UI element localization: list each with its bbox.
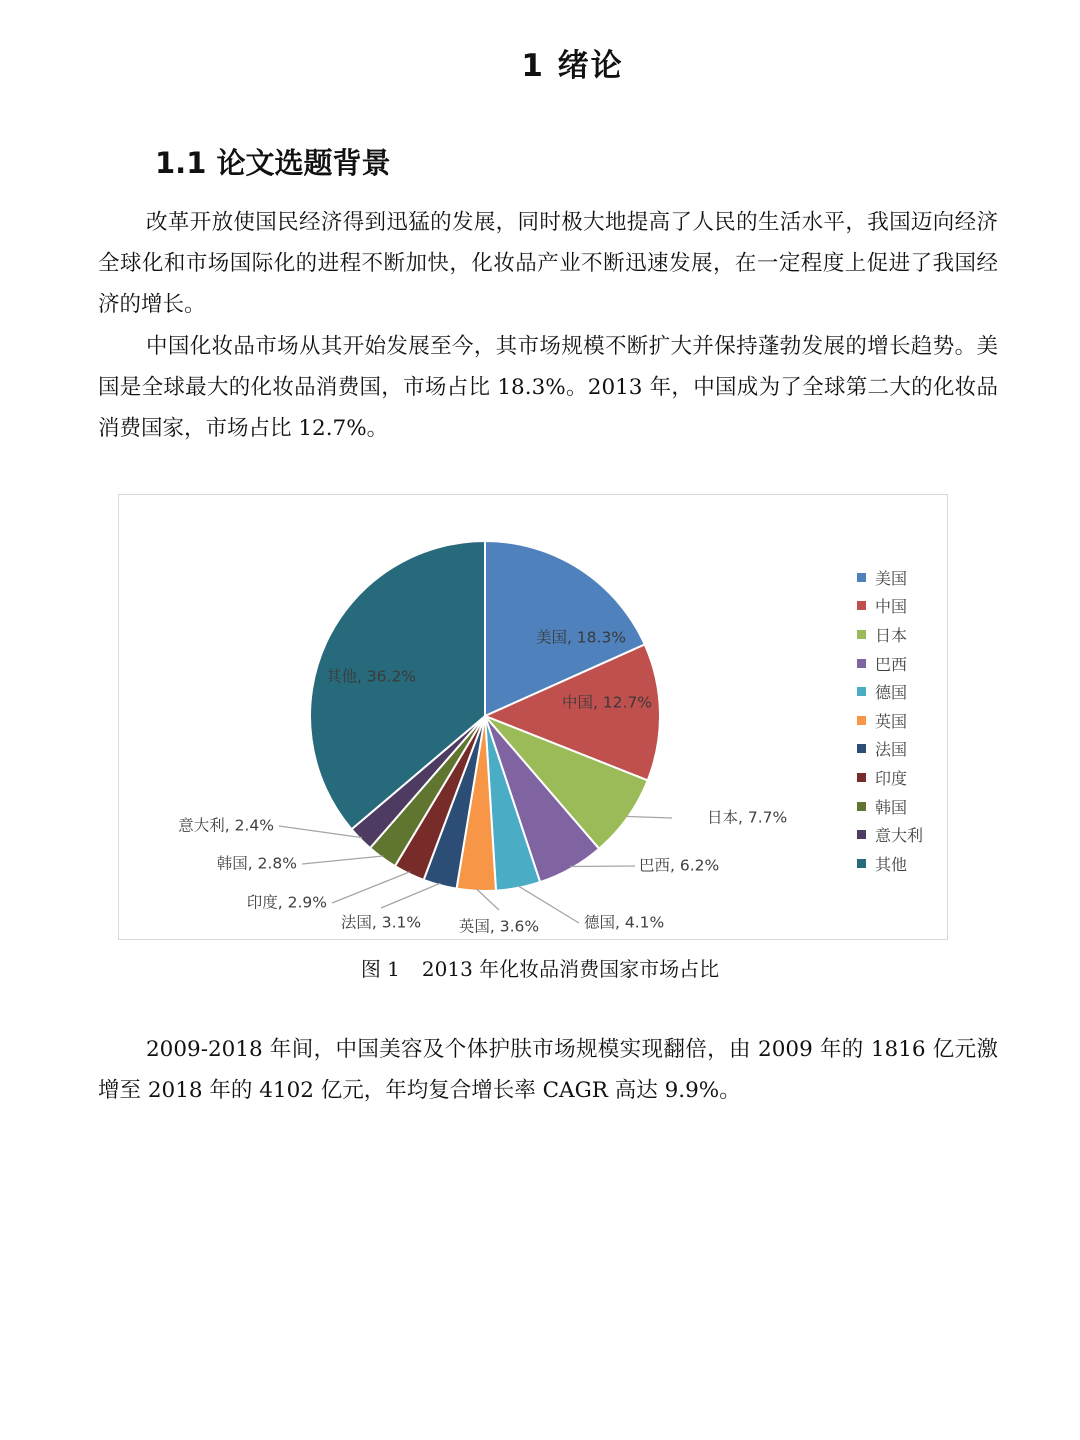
legend-swatch-8 (857, 802, 866, 811)
legend-item-3 (857, 649, 923, 678)
leader-line-8 (302, 856, 383, 864)
legend-label-7: 印度 (875, 768, 908, 788)
legend-item-10 (857, 849, 923, 878)
paragraph-reform: 改革开放使国民经济得到迅猛的发展，同时极大地提高了人民的生活水平，我国迈向经济全球化和市场国际化的进程不断加快，化妆品产业不断迅速发展，在一定程度上促进了我国经济的增长。 (98, 210, 998, 317)
legend-label-5: 英国 (875, 711, 908, 731)
pie-chart-frame (118, 494, 948, 940)
data-label-7: 印度, 2.9% (246, 893, 327, 912)
pie-chart (119, 495, 949, 941)
legend-item-4 (857, 677, 923, 706)
figure-number: 图 1 (360, 957, 400, 981)
legend-item-0 (857, 563, 923, 592)
data-label-5: 英国, 3.6% (458, 917, 540, 936)
legend-label-9: 意大利 (875, 826, 924, 846)
legend-item-7 (857, 763, 923, 792)
data-label-9: 意大利, 2.4% (178, 816, 274, 835)
legend-item-6 (857, 735, 923, 764)
legend-swatch-3 (857, 659, 866, 668)
data-label-1: 中国, 12.7% (561, 693, 653, 712)
data-label-0: 美国, 18.3% (535, 628, 627, 647)
legend-label-1: 中国 (875, 597, 908, 617)
data-label-4: 德国, 4.1% (584, 913, 665, 932)
legend-swatch-1 (857, 601, 866, 610)
leader-line-5 (476, 889, 499, 910)
chart-legend (857, 563, 923, 878)
legend-item-8 (857, 792, 923, 821)
legend-item-9 (857, 820, 923, 849)
legend-label-0: 美国 (875, 568, 908, 588)
data-label-6: 法国, 3.1% (340, 913, 422, 932)
data-label-10: 其他, 36.2% (325, 667, 417, 686)
figure-caption (0, 953, 1080, 982)
section-title: 1.1 论文选题背景 (155, 146, 391, 180)
leader-line-7 (332, 872, 410, 903)
legend-swatch-6 (857, 744, 866, 753)
data-label-3: 巴西, 6.2% (639, 856, 720, 875)
legend-label-10: 其他 (875, 854, 908, 874)
paragraph-growth: 2009-2018 年间，中国美容及个体护肤市场规模实现翻倍，由 2009 年的 1816 亿元激增至 2018 年的 4102 亿元，年均复合增长率 CAGR 高达 9.9%。 (98, 1037, 998, 1103)
legend-swatch-0 (857, 573, 866, 582)
leader-line-6 (381, 883, 440, 908)
legend-label-4: 德国 (875, 683, 908, 703)
legend-swatch-7 (857, 773, 866, 782)
legend-swatch-4 (857, 687, 866, 696)
legend-swatch-10 (857, 859, 866, 868)
legend-label-3: 巴西 (875, 654, 908, 674)
legend-label-8: 韩国 (875, 797, 908, 817)
legend-swatch-9 (857, 830, 866, 839)
leader-line-3 (570, 866, 635, 867)
legend-label-6: 法国 (875, 740, 908, 760)
data-label-2: 日本, 7.7% (707, 808, 788, 827)
chapter-title: 1 绪论 (521, 48, 624, 84)
legend-item-5 (857, 706, 923, 735)
legend-swatch-2 (857, 630, 866, 639)
legend-swatch-5 (857, 716, 866, 725)
legend-item-2 (857, 620, 923, 649)
data-label-8: 韩国, 2.8% (216, 854, 297, 873)
leader-line-2 (626, 816, 672, 818)
paragraph-market-share: 中国化妆品市场从其开始发展至今，其市场规模不断扩大并保持蓬勃发展的增长趋势。美国是全球最大的化妆品消费国，市场占比 18.3%。2013 年，中国成为了全球第二大的化妆品消费国家，市场占比 12.7%。 (98, 334, 998, 441)
legend-label-2: 日本 (875, 625, 908, 645)
legend-item-1 (857, 592, 923, 621)
figure-caption-text: 2013 年化妆品消费国家市场占比 (421, 957, 720, 981)
